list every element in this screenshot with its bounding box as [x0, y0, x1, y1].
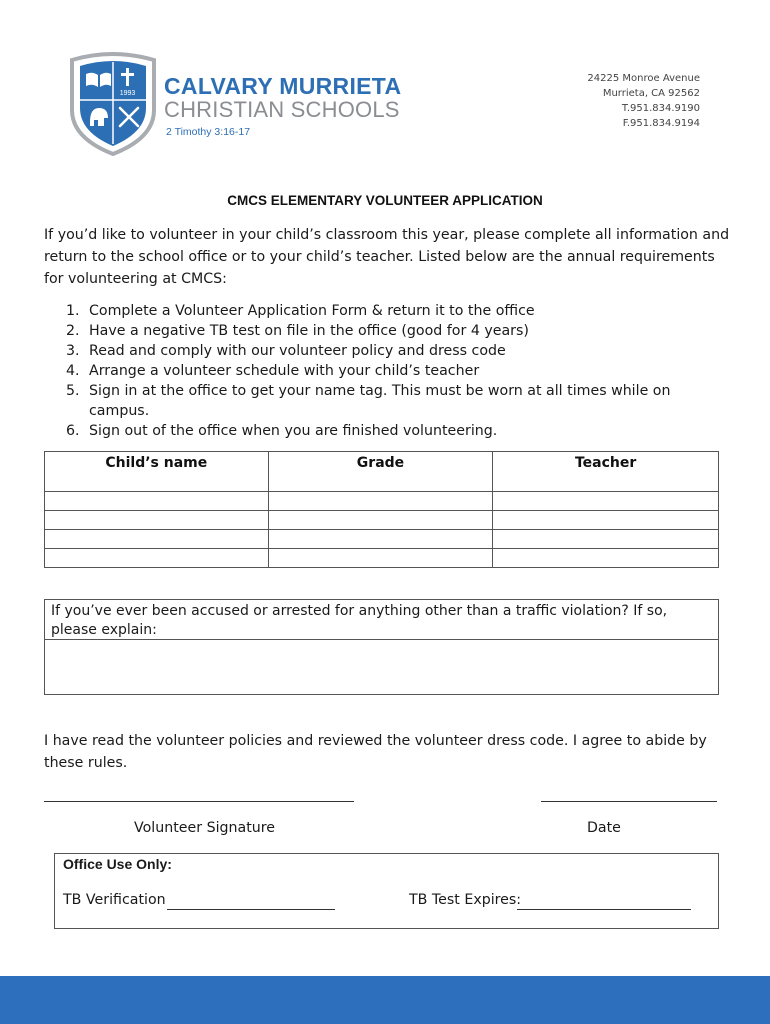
child-name-cell[interactable]: [45, 492, 269, 511]
address-street: 24225 Monroe Avenue: [587, 73, 700, 84]
address-fax: F.951.834.9194: [622, 118, 700, 129]
tb-verification-field[interactable]: [167, 909, 335, 910]
address-city: Murrieta, CA 92562: [602, 88, 700, 99]
child-info-table: [44, 451, 719, 568]
header-grade: Grade: [268, 452, 493, 492]
teacher-cell[interactable]: [493, 530, 719, 549]
tb-expires-field[interactable]: [517, 909, 691, 910]
footer-bar: [0, 976, 770, 1024]
grade-cell[interactable]: [268, 492, 493, 511]
tb-expires-label: TB Test Expires:: [409, 892, 522, 908]
accusation-question: If you’ve ever been accused or arrested for anything other than a traffic violation? If so, please explain:: [45, 600, 718, 640]
requirements-list: [66, 301, 726, 441]
address-phone: T.951.834.9190: [621, 103, 700, 114]
child-name-cell[interactable]: [45, 511, 269, 530]
teacher-cell[interactable]: [493, 492, 719, 511]
explanation-field[interactable]: [45, 640, 718, 694]
signature-field[interactable]: [44, 801, 354, 802]
agreement-statement: I have read the volunteer policies and reviewed the volunteer dress code. I agree to abide by these rules.: [44, 733, 707, 771]
form-title: CMCS ELEMENTARY VOLUNTEER APPLICATION: [227, 193, 543, 208]
school-name-line2: CHRISTIAN SCHOOLS: [164, 97, 400, 122]
grade-cell[interactable]: [268, 511, 493, 530]
shield-icon: [68, 52, 158, 156]
school-logo: [68, 52, 158, 156]
school-name-line1: CALVARY MURRIETA: [164, 73, 402, 99]
table-row: [45, 530, 719, 549]
school-address: [585, 71, 700, 131]
child-name-cell[interactable]: [45, 530, 269, 549]
list-item: 6. Sign out of the office when you are finished volunteering.: [66, 423, 498, 439]
grade-cell[interactable]: [268, 530, 493, 549]
intro-paragraph: If you’d like to volunteer in your child’s classroom this year, please complete all information and return to the school office or to your child’s teacher. Listed below are the annual requirements for volunteering at CMCS:: [44, 227, 730, 287]
grade-cell[interactable]: [268, 549, 493, 568]
list-item: 3. Read and comply with our volunteer policy and dress code: [66, 343, 506, 359]
table-row: [45, 511, 719, 530]
header-childs-name: Child’s name: [45, 452, 269, 492]
office-use-box: [54, 853, 719, 929]
teacher-cell[interactable]: [493, 511, 719, 530]
child-name-cell[interactable]: [45, 549, 269, 568]
svg-text:1993: 1993: [119, 90, 136, 97]
scripture-verse: 2 Timothy 3:16-17: [166, 126, 251, 138]
signature-label: Volunteer Signature: [134, 820, 276, 836]
tb-verification-label: TB Verification: [63, 892, 166, 908]
date-label: Date: [587, 820, 621, 836]
teacher-cell[interactable]: [493, 549, 719, 568]
list-item: 5. Sign in at the office to get your name tag. This must be worn at all times while on campus.: [66, 383, 671, 419]
school-brand: [164, 74, 401, 138]
date-field[interactable]: [541, 801, 717, 802]
table-header-row: [45, 452, 719, 492]
table-row: [45, 549, 719, 568]
list-item: 1. Complete a Volunteer Application Form & return it to the office: [66, 303, 535, 319]
office-use-title: Office Use Only:: [63, 856, 172, 872]
header-teacher: Teacher: [493, 452, 719, 492]
list-item: 4. Arrange a volunteer schedule with your child’s teacher: [66, 363, 480, 379]
accusation-box: [44, 599, 719, 695]
list-item: 2. Have a negative TB test on file in the office (good for 4 years): [66, 323, 529, 339]
table-row: [45, 492, 719, 511]
